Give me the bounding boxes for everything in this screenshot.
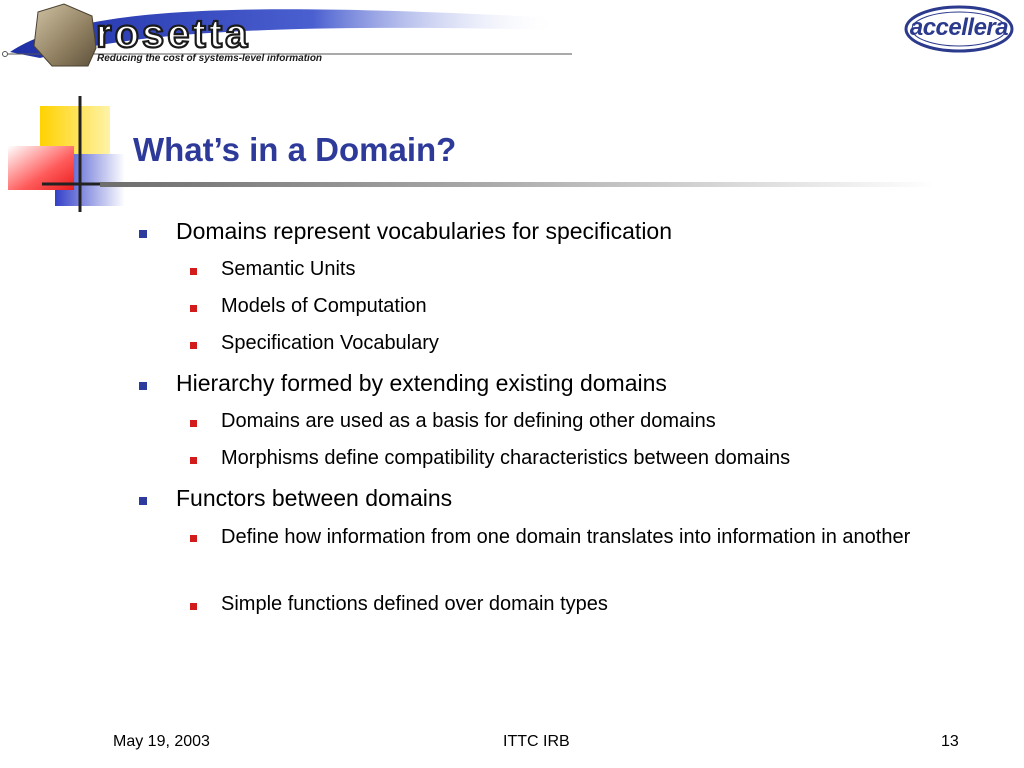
rosetta-wordmark: rosetta bbox=[96, 12, 251, 56]
bullet-1: Domains represent vocabularies for specification bbox=[176, 218, 673, 244]
sub-bullet-1-2: Models of Computation bbox=[221, 295, 427, 317]
accellera-wordmark: accellera bbox=[909, 14, 1009, 41]
page-number: 13 bbox=[941, 733, 959, 750]
sub-bullet-marker bbox=[190, 342, 197, 349]
bullet-marker bbox=[139, 497, 147, 505]
sub-bullet-1-3: Specification Vocabulary bbox=[221, 332, 439, 354]
sub-bullet-marker bbox=[190, 268, 197, 275]
sub-bullet-2-2: Morphisms define compatibility characteristics between domains bbox=[221, 447, 791, 469]
footer-date: May 19, 2003 bbox=[113, 733, 210, 750]
sub-bullet-3-2: Simple functions defined over domain types bbox=[221, 593, 608, 615]
footer-title: ITTC IRB bbox=[503, 733, 570, 750]
sub-bullet-2-1: Domains are used as a basis for defining other domains bbox=[221, 410, 716, 432]
rosetta-tagline: Reducing the cost of systems-level information bbox=[97, 53, 323, 64]
sub-bullet-1-1: Semantic Units bbox=[221, 258, 356, 280]
sub-bullet-marker bbox=[190, 305, 197, 312]
sub-bullet-marker bbox=[190, 603, 197, 610]
bullet-marker bbox=[139, 382, 147, 390]
bullet-marker bbox=[139, 230, 147, 238]
bullet-2: Hierarchy formed by extending existing domains bbox=[176, 370, 667, 396]
slide-title: What’s in a Domain? bbox=[133, 131, 457, 168]
sub-bullet-marker bbox=[190, 457, 197, 464]
sub-bullet-marker bbox=[190, 535, 197, 542]
bullet-3: Functors between domains bbox=[176, 485, 453, 511]
sub-bullet-marker bbox=[190, 420, 197, 427]
sub-bullet-3-1: Define how information from one domain translates into information in another bbox=[221, 526, 911, 548]
